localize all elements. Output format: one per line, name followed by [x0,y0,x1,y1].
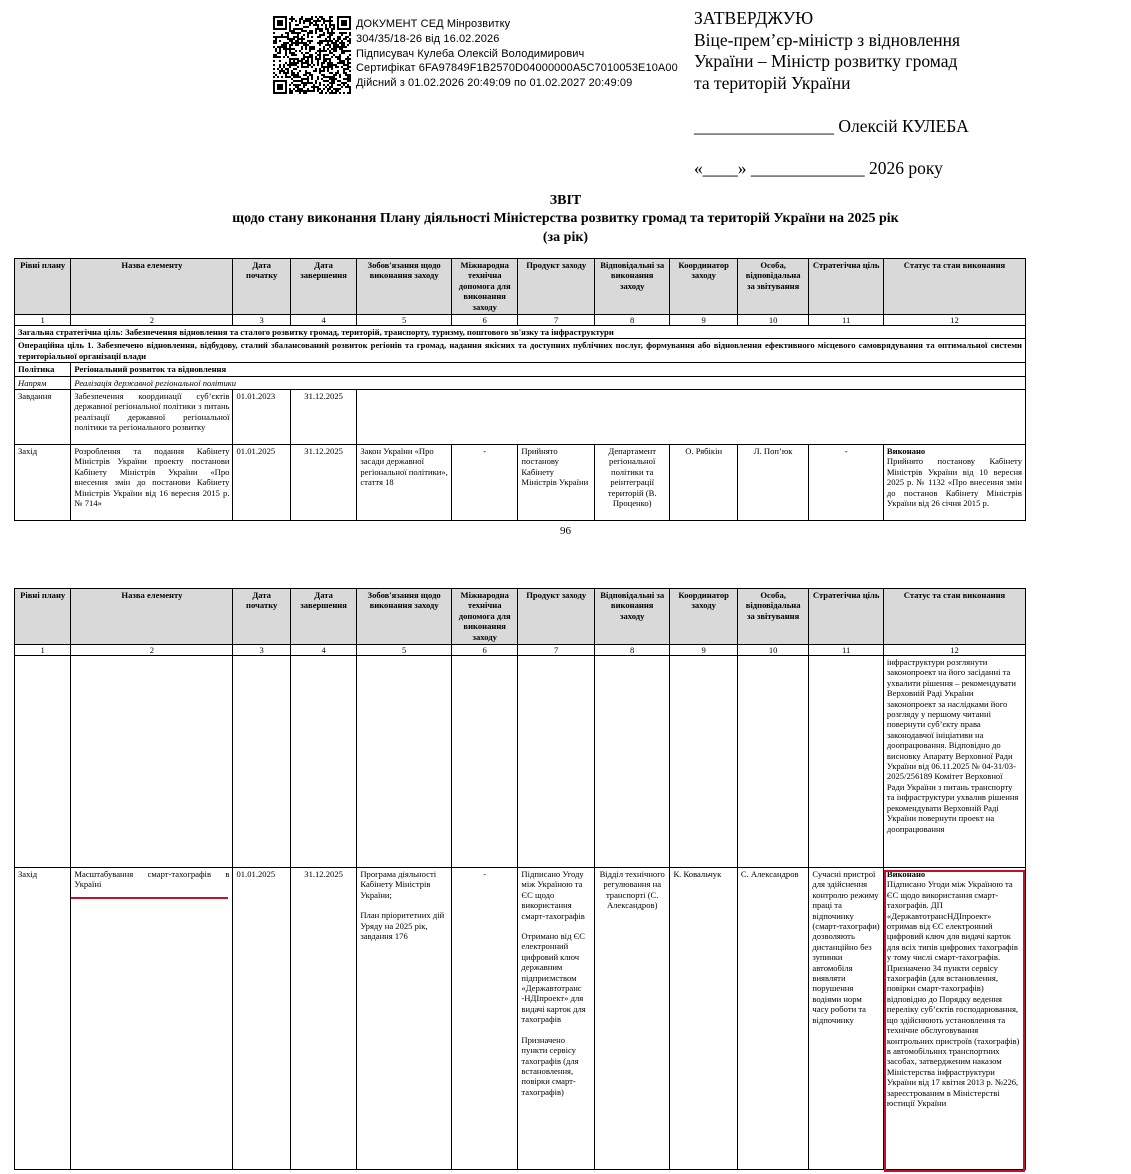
approval-line: Віце-прем’єр-міністр з відновлення [694,29,961,50]
col-number: 7 [518,645,595,656]
product-item: Призначено пункти сервісу тахографів (для встановлення, повірки смарт-тахографів) [521,1034,579,1097]
product-item: Отримано від ЄС електронний цифровий ключ державним підприємством «Державтотранс -НДІпроект» для видачі карток для тахографів [521,931,586,1025]
approval-date: «____» _____________ 2026 року [694,158,943,178]
continuation-row [15,656,1026,868]
col-header: Міжнародна технічна допомога для виконання заходу [451,259,517,315]
stamp-line: 304/35/18-26 від 16.02.2026 [356,32,500,45]
measure-start: 01.01.2025 [233,445,290,521]
column-number-row [15,315,1026,326]
report-period: (за рік) [542,230,589,245]
measure-name: Масштабування смарт-тахографів в Україні [71,868,233,1170]
col-number: 1 [15,645,71,656]
col-header: Зобов'язання щодо виконання заходу [357,259,452,315]
commitment-item: Програма діяльності Кабінету Міністрів України; [360,869,437,900]
strategic-goal-row [15,326,1026,339]
col-header: Стратегічна ціль [809,259,884,315]
measure-aid: - [451,445,517,521]
highlight-box [884,870,1025,1172]
status-title: Виконано [886,869,926,879]
col-header: Назва елементу [71,259,233,315]
col-header: Рівні плану [15,259,71,315]
col-header: Особа, відповідальна за звітування [737,589,808,645]
measure-reporter: С. Александров [737,868,808,1170]
commitment-item: План пріоритетних дій Уряду на 2025 рік, завдання 176 [360,910,445,942]
continuation-status: інфраструктури розглянути законопроект на його засіданні та ухвалити рішення – рекомендувати Верховній Раді України законопроект за наслідками його розгляду у першому читанні повернути суб’єкту права законодавчої ініціативи на доопрацювання. Відповідно до висновку Апарату Верховної Ради України від 06.11.2025 № 04-31/03-2025/256189 Комітет Верховної Ради України з питань транспорту та інфраструктури ухвалив рішення рекомендувати Верховній Раді України повернути проект на доопрацювання [883,656,1025,868]
header-row [15,589,1026,645]
approval-block [694,8,960,94]
col-number: 2 [71,645,233,656]
col-number: 9 [670,645,737,656]
col-number: 4 [290,315,356,326]
report-subtitle: щодо стану виконання Плану діяльності Міністерства розвитку громад та територій України на 2025 рік [232,211,899,226]
approval-line: ЗАТВЕРДЖУЮ [694,8,814,28]
policy-row [15,363,1026,376]
measure-product: Прийнято постанову Кабінету Міністрів України [518,445,595,521]
col-header: Координатор заходу [670,589,737,645]
col-number: 12 [883,315,1025,326]
measure-level: Захід [15,445,71,521]
measure-responsible: Відділ технічного регулювання на транспорті (С. Александров) [594,868,670,1170]
col-header: Відповідальні за виконання заходу [594,259,670,315]
direction-label: Напрям [15,376,71,389]
task-end: 31.12.2025 [290,390,356,445]
col-header: Продукт заходу [518,589,595,645]
col-number: 3 [233,645,290,656]
policy-label: Політика [15,363,71,376]
measure-end: 31.12.2025 [290,868,356,1170]
col-number: 12 [883,645,1025,656]
measure-goal: Сучасні пристрої для здійснення контролю режиму праці та відпочинку (смарт-тахографи) дозволяють дистанційно без зупинки автомобіля виявляти порушення водіями норм часу роботи та відпочинку [809,868,884,1170]
measure-name: Розроблення та подання Кабінету Міністрів України проекту постанови Кабінету Міністрів України «Про внесення змін до постанови Кабінету Міністрів України від 16 вересня 2015 р. № 714» [71,445,233,521]
col-header: Дата початку [233,259,290,315]
col-number: 10 [737,645,808,656]
task-name: Забезпечення координації суб’єктів державної регіональної політики з питань реалізації державної регіональної політики та регіонального розвитку [71,390,233,445]
task-level: Завдання [15,390,71,445]
measure-row [15,445,1026,521]
measure-level: Захід [15,868,71,1170]
col-header: Відповідальні за виконання заходу [594,589,670,645]
policy-value: Регіональний розвиток та відновлення [71,363,1026,376]
col-header: Статус та стан виконання [883,589,1025,645]
stamp-line: Дійсний з 01.02.2026 20:49:09 по 01.02.2027 20:49:09 [356,77,633,90]
signature-stamp [356,17,678,91]
status-text: Прийнято постанову Кабінету Міністрів України від 10 вересня 2025 р. № 1132 «Про внесення змін до постанов Кабінету Міністрів України від 26 січня 2015 р. [886,456,1022,509]
measure-coordinator: О. Рябікін [670,445,737,521]
col-header: Координатор заходу [670,259,737,315]
task-empty [357,390,1026,445]
approval-line: та територій України [694,72,851,93]
measure-product [518,868,595,1170]
col-number: 6 [451,315,517,326]
col-header: Особа, відповідальна за звітування [737,259,808,315]
col-header: Стратегічна ціль [809,589,884,645]
measure-reporter: Л. Поп’юк [737,445,808,521]
measure-coordinator: К. Ковальчук [670,868,737,1170]
stamp-line: ДОКУМЕНТ СЕД Мінрозвитку [356,18,511,30]
product-item: Підписано Угоду між Україною та ЄС щодо використання смарт-тахографів [521,869,585,921]
status-title: Виконано [886,446,926,457]
report-title: ЗВІТ [549,193,582,208]
direction-value: Реалізація державної регіональної політики [71,376,1026,389]
stamp-line: Сертифікат 6FA97849F1B2570D04000000A5C7010053E10A00 [356,62,678,75]
measure-aid: - [451,868,517,1170]
measure-commitment [357,868,452,1170]
col-number: 1 [15,315,71,326]
stamp-line: Підписувач Кулеба Олексій Володимирович [356,47,585,60]
approval-line: України – Міністр розвитку громад [694,51,958,71]
col-number: 4 [290,645,356,656]
report-table-page2 [14,588,1026,1170]
col-header: Міжнародна технічна допомога для виконання заходу [451,589,517,645]
measure-row [15,868,1026,1170]
col-number: 11 [809,645,884,656]
operational-goal: Операційна ціль 1. Забезпечено відновлення, відбудову, сталий збалансований розвиток регіонів та громад, надання якісних та доступних публічних послуг, формування або відновлення ефективного місцевого самоврядування та оптимальної системи територіальної організації влади [15,339,1026,363]
measure-start: 01.01.2025 [233,868,290,1170]
col-number: 5 [357,315,452,326]
direction-row [15,376,1026,389]
col-number: 8 [594,645,670,656]
status-text: Підписано Угоди між Україною та ЄС щодо використання смарт-тахографів. ДП «ДержавтотрансНДІпроект» отримав від ЄС електронний цифровий ключ для видачі карток для всіх типів цифрових тахографів у тому числі смарт-тахографів. Призначено 34 пункти сервісу тахографів (для встановлення, повірки смарт-тахографів) відповідно до Порядку ведення переліку суб’єктів господарювання, що здійснюють установлення та технічне обслуговування контрольних пристроїв (тахографів) в автомобільних транспортних засобах, затвердженим наказом Міністерства інфраструктури України від 17 квітня 2013 р. №226, зареєстрованим в Міністерстві юстиції України [886,879,1020,1108]
strategic-goal: Загальна стратегічна ціль: Забезпечення відновлення та сталого розвитку громад, територій, транспорту, туризму, поштового зв'язку та інфраструктури [15,326,1026,339]
col-number: 8 [594,315,670,326]
header-row [15,259,1026,315]
highlight-underline [71,897,228,899]
col-number: 3 [233,315,290,326]
col-number: 2 [71,315,233,326]
col-header: Назва елементу [71,589,233,645]
col-number: 10 [737,315,808,326]
measure-end: 31.12.2025 [290,445,356,521]
col-header: Дата завершення [290,589,356,645]
task-row [15,390,1026,445]
report-table-page1 [14,258,1026,521]
col-header: Продукт заходу [518,259,595,315]
col-number: 5 [357,645,452,656]
col-header: Рівні плану [15,589,71,645]
signature-line: ________________ Олексій КУЛЕБА [694,116,969,136]
col-header: Дата завершення [290,259,356,315]
measure-responsible: Департамент регіональної політики та реінтеграції територій (В. Проценко) [594,445,670,521]
col-header: Дата початку [233,589,290,645]
col-number: 11 [809,315,884,326]
qr-code [273,16,351,94]
measure-goal: - [809,445,884,521]
operational-goal-row [15,339,1026,363]
col-header: Зобов'язання щодо виконання заходу [357,589,452,645]
page-number: 96 [560,525,571,537]
col-number: 7 [518,315,595,326]
measure-commitment: Закон України «Про засади державної регіональної політики», стаття 18 [357,445,452,521]
col-header: Статус та стан виконання [883,259,1025,315]
measure-status [883,445,1025,521]
col-number: 6 [451,645,517,656]
col-number: 9 [670,315,737,326]
task-start: 01.01.2023 [233,390,290,445]
column-number-row [15,645,1026,656]
